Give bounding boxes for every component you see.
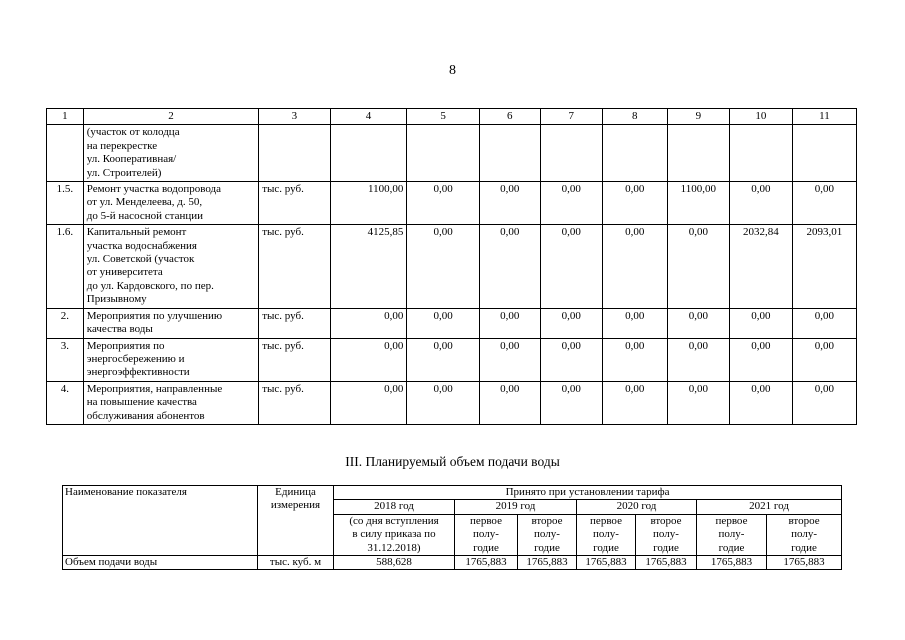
value-cell: 0,00: [540, 182, 602, 225]
row-name: Объем подачи воды: [63, 556, 258, 570]
column-number-header: 7: [540, 109, 602, 125]
value-cell: 588,628: [334, 556, 455, 570]
column-number-header: 5: [407, 109, 479, 125]
row-name: [83, 381, 258, 424]
value-cell: 0,00: [479, 381, 540, 424]
value-cell: [330, 125, 407, 182]
value-cell: 0,00: [729, 338, 792, 381]
row-number: 4.: [47, 381, 84, 424]
value-cell: 1100,00: [667, 182, 729, 225]
value-cell: 0,00: [540, 308, 602, 338]
value-cell: 1765,883: [577, 556, 636, 570]
value-cell: 0,00: [540, 225, 602, 308]
value-cell: 0,00: [479, 308, 540, 338]
value-cell: 0,00: [667, 381, 729, 424]
value-cell: [602, 125, 667, 182]
value-cell: 0,00: [792, 338, 856, 381]
value-cell: [667, 125, 729, 182]
row-number: 2.: [47, 308, 84, 338]
half-second-2021: второе полу- годие: [767, 514, 842, 555]
row-name: [83, 338, 258, 381]
row-name-line: энергоэффективности: [86, 366, 190, 379]
value-cell: 0,00: [479, 182, 540, 225]
value-cell: 0,00: [602, 225, 667, 308]
value-cell: [407, 125, 479, 182]
row-name-line: Мероприятия по: [86, 339, 165, 352]
value-cell: [729, 125, 792, 182]
value-cell: 0,00: [729, 182, 792, 225]
column-number-header: 9: [667, 109, 729, 125]
row-name: [83, 308, 258, 338]
row-unit: тыс. руб.: [259, 225, 330, 308]
row-name-line: Ремонт участка водопровода: [86, 183, 222, 196]
value-cell: 0,00: [792, 381, 856, 424]
group-header: Принято при установлении тарифа: [334, 486, 842, 500]
value-cell: 2093,01: [792, 225, 856, 308]
row-name-line: участка водоснабжения: [86, 239, 197, 252]
table-row: [47, 381, 857, 424]
value-cell: 4125,85: [330, 225, 407, 308]
year-header-2019: 2019 год: [455, 500, 577, 514]
row-name-line: Мероприятия по улучшению: [86, 309, 223, 322]
row-unit: тыс. куб. м: [258, 556, 334, 570]
row-name-line: ул. Строителей): [86, 166, 162, 179]
row-name-line: ул. Советской (участок: [86, 253, 195, 266]
table-row: [47, 338, 857, 381]
value-cell: 0,00: [667, 225, 729, 308]
row-name-line: ул. Кооперативная/: [86, 153, 177, 166]
table-row: [47, 225, 857, 308]
value-cell: 0,00: [540, 338, 602, 381]
value-cell: 0,00: [407, 225, 479, 308]
value-cell: 1765,883: [455, 556, 518, 570]
page-number: 8: [449, 63, 456, 78]
row-number: 3.: [47, 338, 84, 381]
row-name-line: Призывному: [86, 293, 147, 306]
row-name-line: от ул. Менделеева, д. 50,: [86, 196, 203, 209]
value-cell: 0,00: [792, 182, 856, 225]
row-unit: тыс. руб.: [259, 308, 330, 338]
value-cell: 1765,883: [518, 556, 577, 570]
row-name-line: (участок от колодца: [86, 126, 180, 139]
half-second-2019: второе полу- годие: [518, 514, 577, 555]
value-cell: [540, 125, 602, 182]
value-cell: 0,00: [602, 338, 667, 381]
row-number: 1.5.: [47, 182, 84, 225]
row-name: [83, 125, 258, 182]
row-name-line: на повышение качества: [86, 396, 197, 409]
year-header-2020: 2020 год: [577, 500, 697, 514]
value-cell: 0,00: [667, 308, 729, 338]
column-number-header: 6: [479, 109, 540, 125]
value-cell: 0,00: [792, 308, 856, 338]
row-name-line: энергосбережению и: [86, 352, 185, 365]
value-cell: 0,00: [602, 308, 667, 338]
section-title: III. Планируемый объем подачи воды: [345, 454, 560, 469]
row-name: [83, 182, 258, 225]
value-cell: 0,00: [729, 308, 792, 338]
value-cell: 0,00: [330, 308, 407, 338]
header-row: [47, 109, 857, 125]
row-unit: [259, 125, 330, 182]
row-name-line: до ул. Кардовского, по пер.: [86, 279, 214, 292]
row-name-line: Мероприятия, направленные: [86, 382, 223, 395]
column-number-header: 3: [259, 109, 330, 125]
row-name-line: качества воды: [86, 323, 153, 336]
half-first-2020: первое полу- годие: [577, 514, 636, 555]
value-cell: 1765,883: [636, 556, 697, 570]
row-number: [47, 125, 84, 182]
value-cell: 0,00: [330, 381, 407, 424]
column-number-header: 11: [792, 109, 856, 125]
value-cell: 1100,00: [330, 182, 407, 225]
row-name: [83, 225, 258, 308]
year-header-2018: 2018 год: [334, 500, 455, 514]
half-second-2020: второе полу- годие: [636, 514, 697, 555]
value-cell: 0,00: [729, 381, 792, 424]
value-cell: 0,00: [407, 338, 479, 381]
value-cell: 0,00: [602, 381, 667, 424]
col-header-unit: Единица измерения: [258, 486, 334, 556]
half-first-2019: первое полу- годие: [455, 514, 518, 555]
table-row: [47, 308, 857, 338]
row-name-line: на перекрестке: [86, 139, 158, 152]
table-row: [47, 182, 857, 225]
measures-table: [46, 108, 857, 425]
value-cell: 1765,883: [767, 556, 842, 570]
water-supply-volume-table: [62, 485, 842, 570]
value-cell: 1765,883: [697, 556, 767, 570]
value-cell: [792, 125, 856, 182]
column-number-header: 2: [83, 109, 258, 125]
value-cell: 0,00: [479, 338, 540, 381]
value-cell: 0,00: [667, 338, 729, 381]
value-cell: 0,00: [540, 381, 602, 424]
value-cell: 0,00: [330, 338, 407, 381]
value-cell: 0,00: [479, 225, 540, 308]
row-name-line: обслуживания абонентов: [86, 409, 205, 422]
table-row: [47, 125, 857, 182]
value-cell: 0,00: [407, 381, 479, 424]
value-cell: 2032,84: [729, 225, 792, 308]
column-number-header: 10: [729, 109, 792, 125]
value-cell: 0,00: [602, 182, 667, 225]
value-cell: 0,00: [407, 308, 479, 338]
table-row: [63, 556, 842, 570]
year-2018-note: (со дня вступления в силу приказа по 31.12.2018): [334, 514, 455, 555]
column-number-header: 1: [47, 109, 84, 125]
row-unit: тыс. руб.: [259, 338, 330, 381]
value-cell: 0,00: [407, 182, 479, 225]
column-number-header: 8: [602, 109, 667, 125]
row-name-line: от университета: [86, 266, 163, 279]
col-header-name: Наименование показателя: [63, 486, 258, 556]
row-number: 1.6.: [47, 225, 84, 308]
half-first-2021: первое полу- годие: [697, 514, 767, 555]
year-header-2021: 2021 год: [697, 500, 842, 514]
row-name-line: до 5-й насосной станции: [86, 209, 203, 222]
row-unit: тыс. руб.: [259, 182, 330, 225]
row-name-line: Капитальный ремонт: [86, 226, 187, 239]
column-number-header: 4: [330, 109, 407, 125]
row-unit: тыс. руб.: [259, 381, 330, 424]
value-cell: [479, 125, 540, 182]
